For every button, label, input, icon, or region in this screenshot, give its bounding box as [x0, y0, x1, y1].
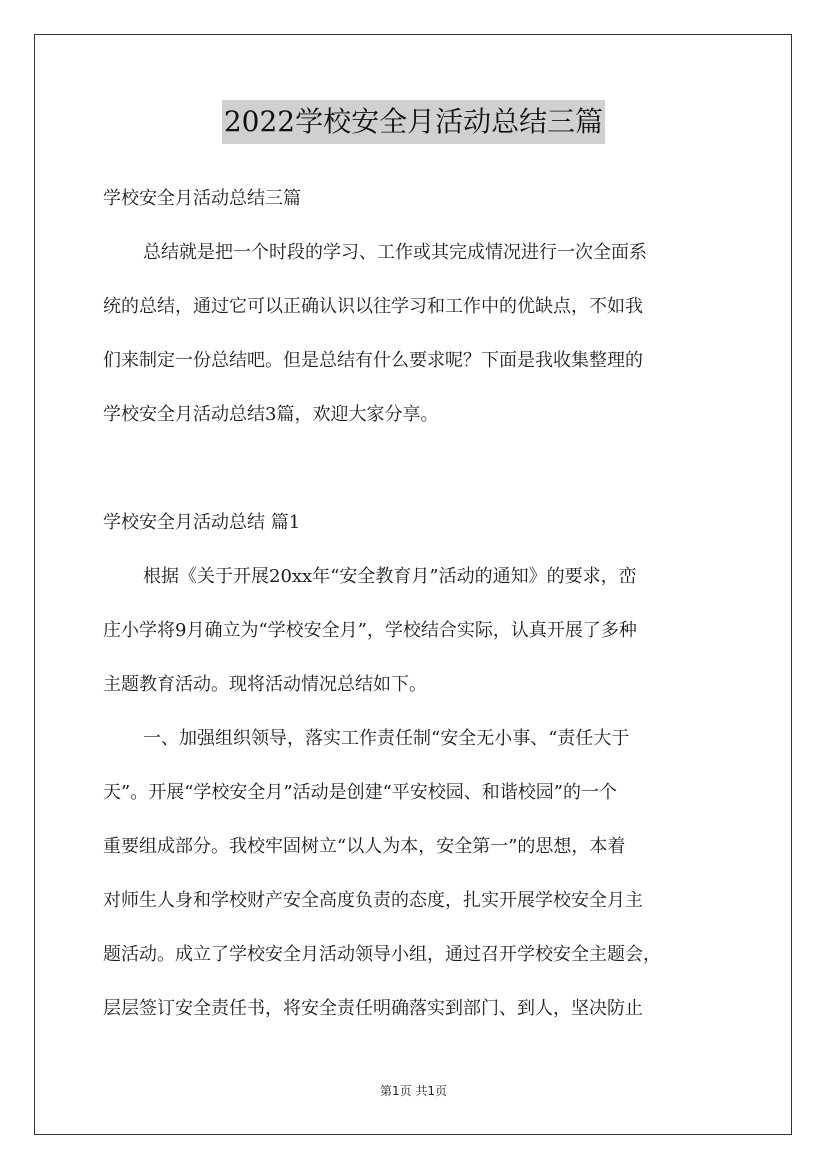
page-footer: 第1页 共1页: [379, 1084, 448, 1098]
paragraph-line: 庄小学将9月确立为“学校安全月”，学校结合实际，认真开展了多种: [103, 620, 637, 641]
section-heading: 学校安全月活动总结 篇1: [103, 512, 301, 533]
paragraph-line: 学校安全月活动总结3篇，欢迎大家分享。: [103, 404, 439, 425]
paragraph-line: 层层签订安全责任书，将安全责任明确落实到部门、到人，坚决防止: [103, 998, 643, 1019]
paragraph-line: 对师生人身和学校财产安全高度负责的态度，扎实开展学校安全月主: [103, 890, 643, 911]
paragraph-line: 统的总结，通过它可以正确认识以往学习和工作中的优缺点，不如我: [103, 296, 643, 317]
paragraph-line: 们来制定一份总结吧。但是总结有什么要求呢？下面是我收集整理的: [103, 350, 643, 371]
title-wrapper: [0, 100, 827, 144]
paragraph-line: 总结就是把一个时段的学习、工作或其完成情况进行一次全面系: [143, 242, 647, 263]
paragraph-line: 主题教育活动。现将活动情况总结如下。: [103, 674, 427, 695]
paragraph-line: 重要组成部分。我校牢固树立“以人为本，安全第一”的思想，本着: [103, 836, 626, 857]
subtitle-line: 学校安全月活动总结三篇: [103, 188, 301, 209]
document-body: [103, 172, 743, 1036]
paragraph-line: 一、加强组织领导，落实工作责任制“安全无小事、“责任大于: [143, 728, 630, 749]
paragraph-line: 题活动。成立了学校安全月活动领导小组，通过召开学校安全主题会，: [103, 944, 661, 965]
paragraph-line: 天”。开展“学校安全月”活动是创建“平安校园、和谐校园”的一个: [103, 782, 618, 803]
blank-line: [103, 442, 743, 496]
document-title: 2022学校安全月活动总结三篇: [222, 100, 605, 144]
paragraph-line: 根据《关于开展20xx年“安全教育月”活动的通知》的要求，峦: [143, 566, 637, 587]
